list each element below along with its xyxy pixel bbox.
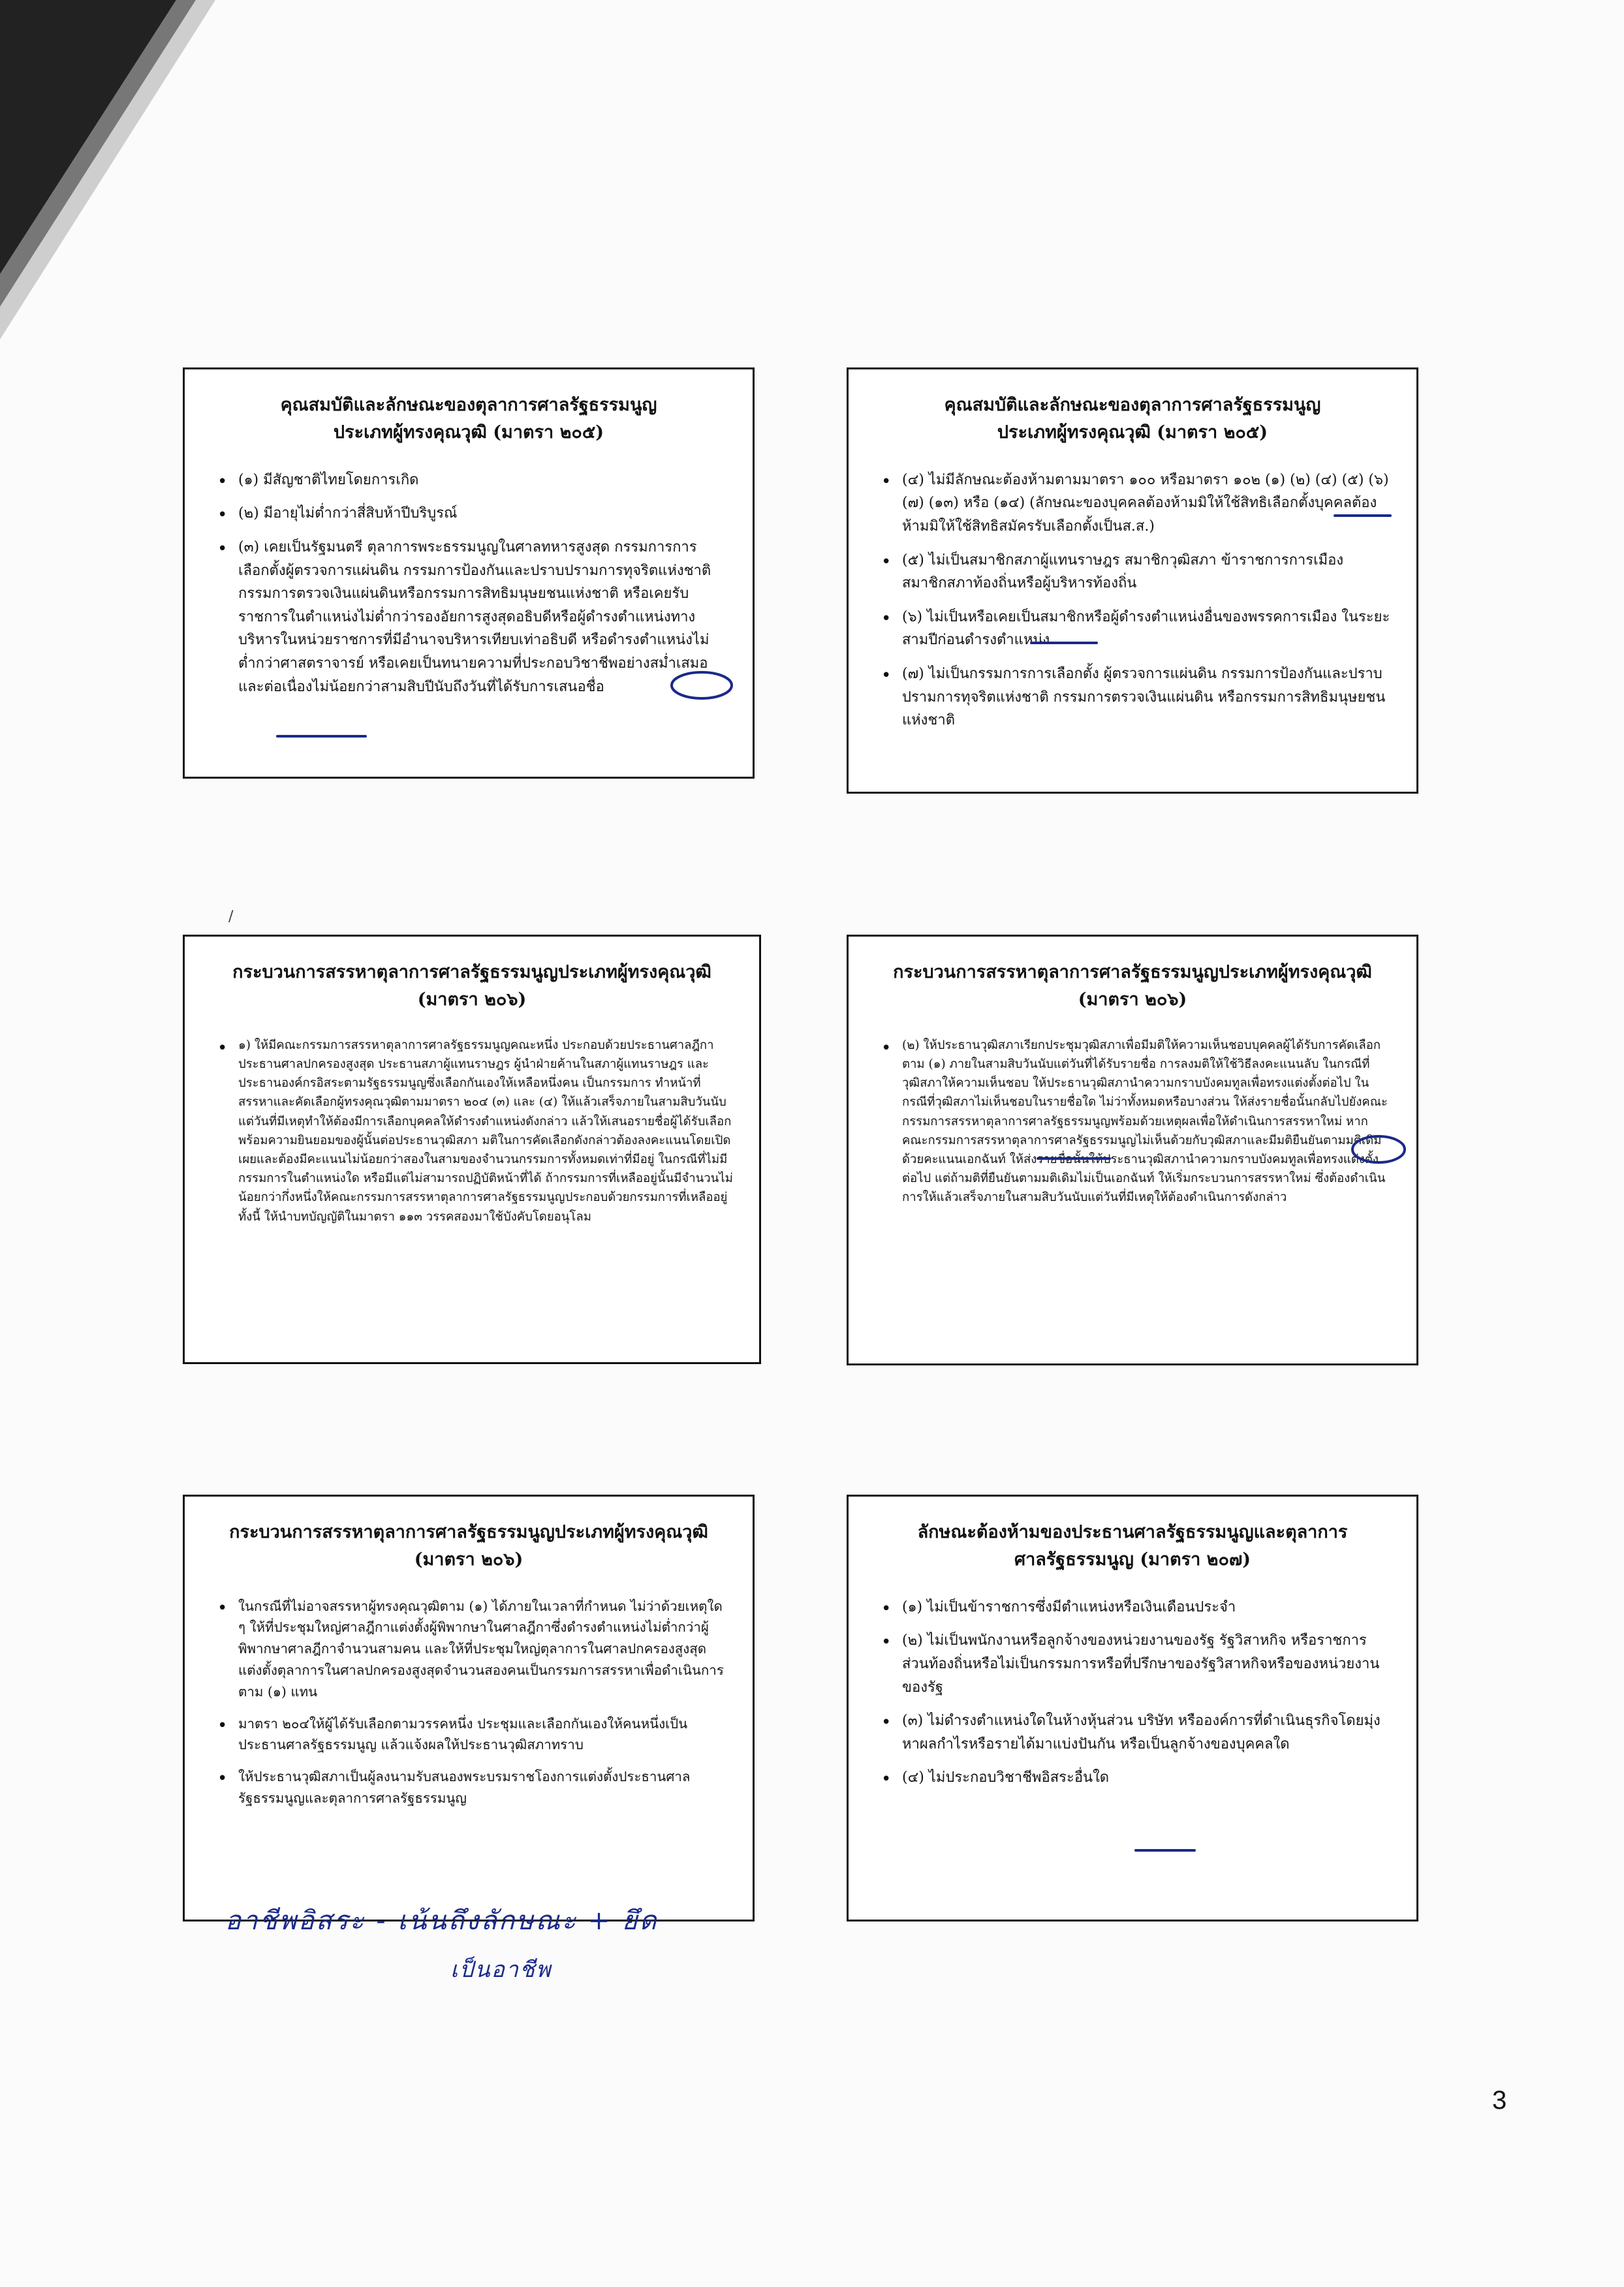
list-item: • (๒) ให้ประธานวุฒิสภาเรียกประชุมวุฒิสภาเพื่อมีมติให้ความเห็นชอบบุคคลผู้ได้รับการคัดเลือกตาม (๑) ภายในสามสิบวันนับแต่วันที่ได้รับรายชื่อ การลงมติให้ใช้วิธีลงคะแนนลับ ในกรณีที่วุฒิสภาให้ความเห็นชอบ ให้ประธานวุฒิสภานำความกราบบังคมทูลเพื่อทรงแต่งตั้งต่อไป ในกรณีที่วุฒิสภาไม่เห็นชอบในรายชื่อใด ไม่ว่าทั้งหมดหรือบางส่วน ให้ส่งรายชื่อนั้นกลับไปยังคณะกรรมการสรรหาตุลาการศาลรัฐธรรมนูญพร้อมด้วยเหตุผลเพื่อให้ดำเนินการสรรหาใหม่ หากคณะกรรมการสรรหาตุลาการศาลรัฐธรรมนูญไม่เห็นด้วยกับวุฒิสภาและมีมติยืนยันตามมติเดิมด้วยคะแนนเอกฉันท์ ให้ส่งรายชื่อนั้นให้ประธานวุฒิสภานำความกราบบังคมทูลเพื่อทรงแต่งตั้งต่อไป แต่ถ้ามติที่ยืนยันตามมติเดิมไม่เป็นเอกฉันท์ ให้เริ่มกระบวนการสรรหาใหม่ ซึ่งต้องดำเนินการให้แล้วเสร็จภายในสามสิบวันนับแต่วันที่มีเหตุให้ต้องดำเนินการดังกล่าว [875, 1036, 1390, 1207]
slide-6-list [875, 1596, 1390, 1790]
slide-6-title-line-2: ศาลรัฐธรรมนูญ (มาตรา ๒๐๗) [1014, 1549, 1251, 1570]
slide-6-title-line-1: ลักษณะต้องห้ามของประธานศาลรัฐธรรมนูญและตุลาการ [917, 1522, 1348, 1542]
list-item: • (๕) ไม่เป็นสมาชิกสภาผู้แทนราษฎร สมาชิกวุฒิสภา ข้าราชการการเมือง สมาชิกสภาท้องถิ่นหรือผู้บริหารท้องถิ่น [875, 549, 1390, 595]
slide-1-title-line-2: ประเภทผู้ทรงคุณวุฒิ (มาตรา ๒๐๕) [333, 422, 604, 443]
slide-2-title-line-1: คุณสมบัติและลักษณะของตุลาการศาลรัฐธรรมนูญ [944, 395, 1321, 415]
list-item: • ในกรณีที่ไม่อาจสรรหาผู้ทรงคุณวุฒิตาม (๑) ได้ภายในเวลาที่กำหนด ไม่ว่าด้วยเหตุใด ๆ ให้ที่ประชุมใหญ่ศาลฎีกาแต่งตั้งผู้พิพากษาในศาลฎีกาซึ่งดำรงตำแหน่งไม่ต่ำกว่าผู้พิพากษาศาลฎีกาจำนวนสามคน และให้ที่ประชุมใหญ่ตุลาการในศาลปกครองสูงสุดแต่งตั้งตุลาการในศาลปกครองสูงสุดจำนวนสองคนเป็นกรรมการสรรหาเพื่อดำเนินการตาม (๑) แทน [211, 1596, 726, 1703]
slide-4-title [875, 959, 1390, 1014]
slide-2-title [875, 392, 1390, 446]
list-item: • (๒) มีอายุไม่ต่ำกว่าสี่สิบห้าปีบริบูรณ์ [211, 502, 726, 525]
handwritten-note-line-2: เป็นอาชีพ [450, 1957, 552, 1983]
slide-5-title [211, 1519, 726, 1574]
list-item: • ๑) ให้มีคณะกรรมการสรรหาตุลาการศาลรัฐธรรมนูญคณะหนึ่ง ประกอบด้วยประธานศาลฎีกา ประธานศาลปกครองสูงสุด ประธานสภาผู้แทนราษฎร ผู้นำฝ่ายค้านในสภาผู้แทนราษฎร และประธานองค์กรอิสระตามรัฐธรรมนูญซึ่งเลือกกันเองให้เหลือหนึ่งคน เป็นกรรมการ ทำหน้าที่สรรหาและคัดเลือกผู้ทรงคุณวุฒิตามมาตรา ๒๐๔ (๓) และ (๔) ให้แล้วเสร็จภายในสามสิบวันนับแต่วันที่มีเหตุทำให้ต้องมีการเลือกบุคคลให้ดำรงตำแหน่งดังกล่าว แล้วให้เสนอรายชื่อผู้ได้รับเลือกพร้อมความยินยอมของผู้นั้นต่อประธานวุฒิสภา มติในการคัดเลือกดังกล่าวต้องลงคะแนนโดยเปิดเผยและต้องมีคะแนนไม่น้อยกว่าสองในสามของจำนวนกรรมการทั้งหมดเท่าที่มีอยู่ ในกรณีที่ไม่มีกรรมการในตำแหน่งใด หรือมีแต่ไม่สามารถปฏิบัติหน้าที่ได้ ถ้ากรรมการที่เหลืออยู่นั้นมีจำนวนไม่น้อยกว่ากึ่งหนึ่งให้คณะกรรมการสรรหาตุลาการศาลรัฐธรรมนูญประกอบด้วยกรรมการที่เหลืออยู่ ทั้งนี้ ให้นำบทบัญญัติในมาตรา ๑๑๓ วรรคสองมาใช้บังคับโดยอนุโลม [211, 1036, 733, 1226]
list-item: • (๖) ไม่เป็นหรือเคยเป็นสมาชิกหรือผู้ดำรงตำแหน่งอื่นของพรรคการเมือง ในระยะสามปีก่อนดำรงตำแหน่ง [875, 606, 1390, 652]
slide-4 [847, 935, 1418, 1365]
list-item: • (๔) ไม่ประกอบวิชาชีพอิสระอื่นใด [875, 1766, 1390, 1790]
page-number: 3 [1492, 2086, 1507, 2115]
slide-3 [183, 935, 761, 1364]
slide-3-title [211, 959, 733, 1014]
list-item: • (๓) เคยเป็นรัฐมนตรี ตุลาการพระธรรมนูญในศาลทหารสูงสุด กรรมการการเลือกตั้งผู้ตรวจการแผ่นดิน กรรมการป้องกันและปราบปรามการทุจริตแห่งชาติ กรรมการตรวจเงินแผ่นดินหรือกรรมการสิทธิมนุษยชนแห่งชาติ หรือเคยรับราชการในตำแหน่งไม่ต่ำกว่ารองอัยการสูงสุดอธิบดีหรือผู้ดำรงตำแหน่งทางบริหารในหน่วยราชการที่มีอำนาจบริหารเทียบเท่าอธิบดี หรือดำรงตำแหน่งไม่ต่ำกว่าศาสตราจารย์ หรือเคยเป็นทนายความที่ประกอบวิชาชีพอย่างสม่ำเสมอและต่อเนื่องไม่น้อยกว่าสามสิบปีนับถึงวันที่ได้รับการเสนอชื่อ [211, 536, 726, 698]
slide-6 [847, 1495, 1418, 1921]
slide-1-title [211, 392, 726, 446]
slide-3-title-line-1: กระบวนการสรรหาตุลาการศาลรัฐธรรมนูญประเภทผู้ทรงคุณวุฒิ [232, 962, 711, 982]
slide-3-list [211, 1036, 733, 1226]
slide-5-title-line-1: กระบวนการสรรหาตุลาการศาลรัฐธรรมนูญประเภทผู้ทรงคุณวุฒิ [229, 1522, 708, 1542]
slide-4-list [875, 1036, 1390, 1207]
slide-3-title-line-2: (มาตรา ๒๐๖) [417, 989, 527, 1010]
list-item: • มาตรา ๒๐๔ให้ผู้ได้รับเลือกตามวรรคหนึ่ง ประชุมและเลือกกันเองให้คนหนึ่งเป็นประธานศาลรัฐธรรมนูญ แล้วแจ้งผลให้ประธานวุฒิสภาทราบ [211, 1713, 726, 1756]
slide-5-title-line-2: (มาตรา ๒๐๖) [414, 1549, 523, 1570]
slide-1 [183, 367, 755, 779]
slide-2-list [875, 469, 1390, 732]
list-item: • (๓) ไม่ดำรงตำแหน่งใดในห้างหุ้นส่วน บริษัท หรือองค์การที่ดำเนินธุรกิจโดยมุ่งหาผลกำไรหรือรายได้มาแบ่งปันกัน หรือเป็นลูกจ้างของบุคคลใด [875, 1709, 1390, 1756]
slide-1-title-line-1: คุณสมบัติและลักษณะของตุลาการศาลรัฐธรรมนูญ [280, 395, 657, 415]
list-item: • (๔) ไม่มีลักษณะต้องห้ามตามมาตรา ๑๐๐ หรือมาตรา ๑๐๒ (๑) (๒) (๔) (๕) (๖) (๗) (๑๓) หรือ (๑๔) (ลักษณะของบุคคลต้องห้ามมิให้ใช้สิทธิเลือกตั้งบุคคลต้องห้ามมิให้ใช้สิทธิสมัครรับเลือกตั้งเป็นส.ส.) [875, 469, 1390, 538]
slide-4-title-line-1: กระบวนการสรรหาตุลาการศาลรัฐธรรมนูญประเภทผู้ทรงคุณวุฒิ [893, 962, 1372, 982]
slide-4-title-line-2: (มาตรา ๒๐๖) [1078, 989, 1187, 1010]
slide-6-title [875, 1519, 1390, 1574]
slide-5 [183, 1495, 755, 1921]
slide-2-title-line-2: ประเภทผู้ทรงคุณวุฒิ (มาตรา ๒๐๕) [997, 422, 1268, 443]
list-item: • (๑) ไม่เป็นข้าราชการซึ่งมีตำแหน่งหรือเงินเดือนประจำ [875, 1596, 1390, 1619]
slide-5-list [211, 1596, 726, 1809]
list-item: • ให้ประธานวุฒิสภาเป็นผู้ลงนามรับสนองพระบรมราชโองการแต่งตั้งประธานศาลรัฐธรรมนูญและตุลาการศาลรัฐธรรมนูญ [211, 1766, 726, 1809]
list-item: • (๒) ไม่เป็นพนักงานหรือลูกจ้างของหน่วยงานของรัฐ รัฐวิสาหกิจ หรือราชการส่วนท้องถิ่นหรือไม่เป็นกรรมการหรือที่ปรึกษาของรัฐวิสาหกิจหรือของหน่วยงานของรัฐ [875, 1629, 1390, 1699]
slide-2 [847, 367, 1418, 794]
list-item: • (๑) มีสัญชาติไทยโดยการเกิด [211, 469, 726, 492]
slide-1-list [211, 469, 726, 699]
list-item: • (๗) ไม่เป็นกรรมการการเลือกตั้ง ผู้ตรวจการแผ่นดิน กรรมการป้องกันและปราบปรามการทุจริตแห่งชาติ กรรมการตรวจเงินแผ่นดิน หรือกรรมการสิทธิมนุษยชนแห่งชาติ [875, 662, 1390, 732]
handwritten-note-line-1: อาชีพอิสระ - เน้นถึงลักษณะ + ยึด [225, 1906, 659, 1936]
stray-mark: / [228, 909, 234, 925]
